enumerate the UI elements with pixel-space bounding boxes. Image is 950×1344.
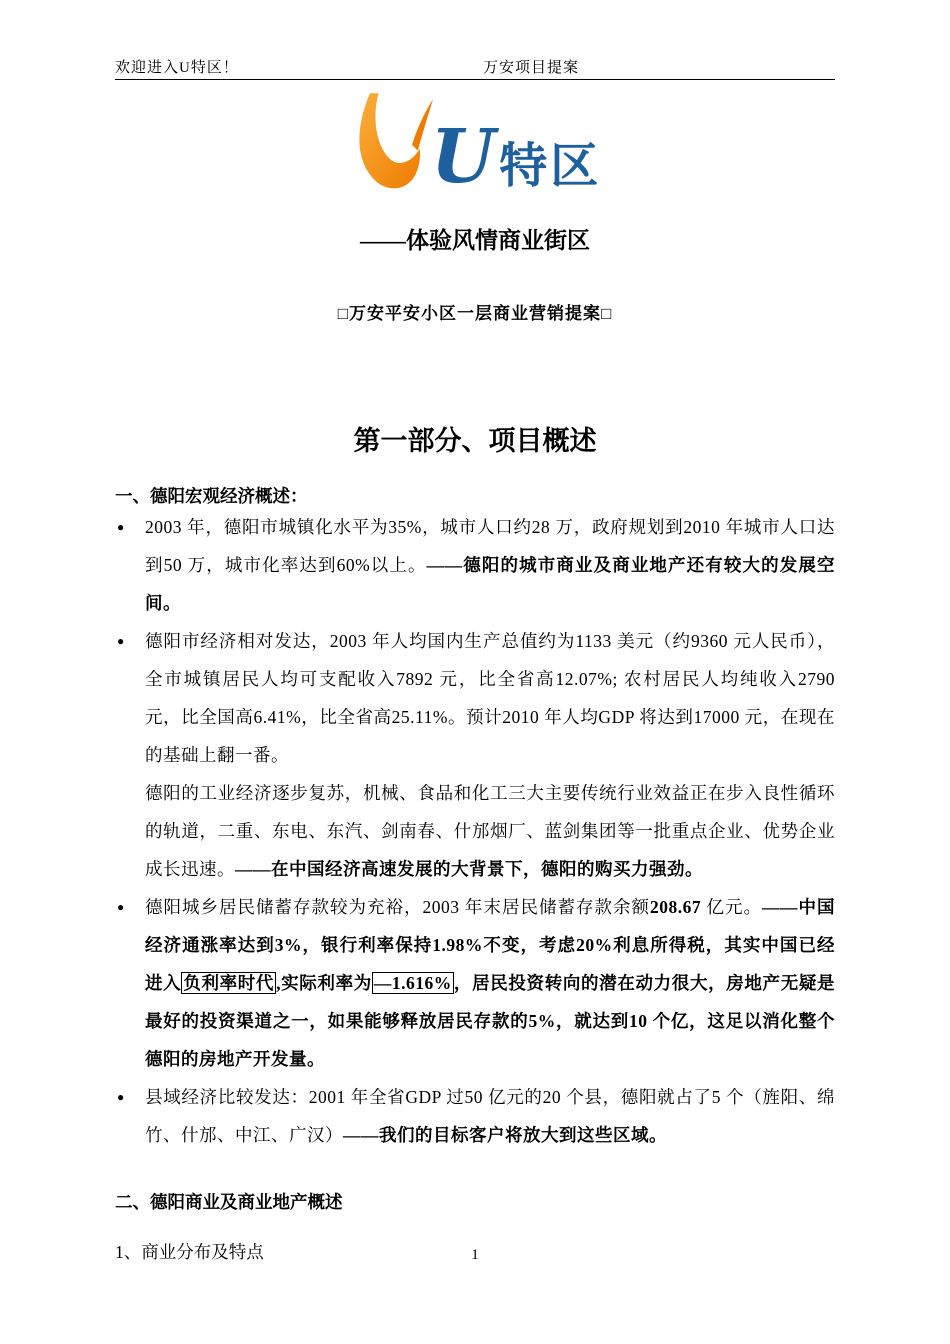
section-1-heading: 一、德阳宏观经济概述： (115, 486, 308, 506)
bullet-list (115, 508, 835, 1154)
text-segment: ——德阳的城市商业及商业地产还有较大的发展空间。 (145, 555, 836, 613)
bullet-paragraph (145, 622, 835, 774)
logo-script-u: U (430, 113, 496, 200)
bullet-item (115, 888, 835, 1078)
text-segment: 德阳市经济相对发达，2003 年人均国内生产总值约为1133 美元（约9360 元人民币），全市城镇居民人均可支配收入7892 元，比全省高12.07%; 农村居民人均纯收入2790 元，比全国高6.41%，比全省高25.11%。预计2010 年人均GDP 将达到17000 元，在现在的基础上翻一番。 (145, 631, 835, 765)
header-right-text: 万安项目提案 (483, 60, 580, 76)
page-number: 1 (471, 1247, 479, 1263)
text-segment: 德阳的工业经济逐步复苏，机械、食品和化工三大主要传统行业效益正在步入良性循环的轨道，二重、东电、东汽、剑南春、什邡烟厂、蓝剑集团等一批重点企业、优势企业成长迅速。 (145, 783, 835, 879)
document-subtitle: □万安平安小区一层商业营销提案□ (337, 304, 613, 323)
bullet-marker-icon: ● (117, 900, 125, 914)
bullet-paragraph (145, 508, 835, 622)
bullet-paragraph (145, 888, 835, 1078)
bullet-paragraph (145, 1078, 835, 1154)
bullet-paragraph (145, 774, 835, 888)
text-segment: ——中国经济通涨率达到3%，银行利率保持1.98%不变，考虑20%利息所得税，其实中国已经进入 (145, 897, 836, 993)
page-header (115, 56, 835, 80)
logo-swoosh-icon (349, 90, 435, 192)
section-2-heading: 二、德阳商业及商业地产概述 (115, 1192, 343, 1212)
logo (115, 86, 835, 200)
bullet-item (115, 1078, 835, 1154)
text-segment: ——我们的目标客户将放大到这些区域。 (343, 1125, 667, 1145)
text-segment: 德阳城乡居民储蓄存款较为充裕，2003 年末居民储蓄存款余额 (145, 897, 650, 917)
text-segment: 亿元。 (701, 897, 762, 917)
boxed-text: 负利率时代 (183, 973, 275, 993)
text-segment: 2003 年，德阳市城镇化水平为35%，城市人口约28 万，政府规划到2010 年城市人口达到50 万，城市化率达到60%以上。 (145, 517, 835, 575)
header-left-text: 欢迎进入U特区！ (115, 60, 239, 76)
boxed-text: —1.616% (373, 973, 452, 993)
logo-brand-text: 特区 (499, 139, 602, 193)
bullet-marker-icon: ● (117, 634, 125, 648)
bullet-item (115, 622, 835, 888)
text-segment: 208.67 (649, 897, 702, 917)
text-segment: 县域经济比较发达：2001 年全省GDP 过50 亿元的20 个县，德阳就占了5 个（旌阳、绵竹、什邡、中江、广汉） (145, 1087, 835, 1145)
bullet-item (115, 508, 835, 622)
text-segment: ,实际利率为 (276, 973, 372, 993)
subsection-item: 1、商业分布及特点 (115, 1242, 264, 1262)
text-segment: ，居民投资转向的潜在动力很大，房地产无疑是最好的投资渠道之一，如果能够释放居民存款的5%，就达到10 个亿，这足以消化整个德阳的房地产开发量。 (145, 973, 836, 1069)
text-segment: ——在中国经济高速发展的大背景下，德阳的购买力强劲。 (235, 859, 703, 879)
document-title: ——体验风情商业街区 (360, 228, 590, 253)
bullet-marker-icon: ● (117, 520, 125, 534)
part-one-title: 第一部分、项目概述 (353, 426, 597, 456)
bullet-marker-icon: ● (117, 1090, 125, 1104)
